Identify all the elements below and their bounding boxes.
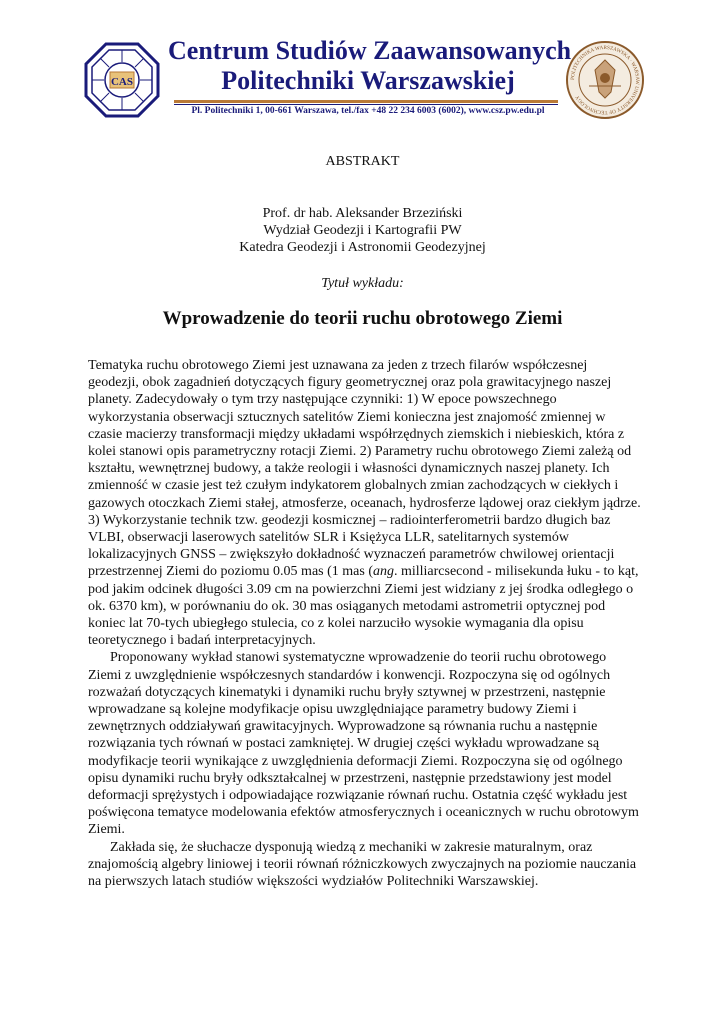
cas-logo-text: CAS [110,76,134,88]
institution-name-line1: Centrum Studiów Zaawansowanych [168,36,572,65]
seal-ring-text: POLITECHNIKA WARSZAWSKA · WARSAW UNIVERSITY OF TECHNOLOGY [569,44,641,116]
abstract-body [88,357,641,890]
paragraph-1-part-b: . milliarcsecond - milisekunda łuku - to kąt, pod jakim odcinek długości 3.09 cm na powierzchni Ziemi jest widziany z jej środka odległego o ok. 6370 km), w porównaniu do ok. 30 mas osiąganych metodami astrometrii optycznej pod koniec lat 70-tych ubiegłego stulecia, co z kolei narzuciło wysokie wymagania dla opisu teoretycznego i badań interpretacyjnych. [88,564,639,649]
paragraph-2: Proponowany wykład stanowi systematyczne wprowadzenie do teorii ruchu obrotowego Ziemi z uwzględnienie współczesnych standardów i konwencji. Rozpoczyna się od ogólnych rozważań dotyczących kinematyki i dynamiki ruchu bryły sztywnej w przestrzeni, następnie wprowadzane są kolejne modyfikacje opisu uwzględniające parametry budowy Ziemi i zewnętrznych oddziaływań grawitacyjnych. Wyprowadzone są równania ruchu a następnie rozwiązania tych równań w postaci zamkniętej. W drugiej części wykładu wprowadzane są modyfikacje teorii wynikające z uwzględnienia deformacji Ziemi. Rozpoczyna się od ogólnego opisu dynamiki ruchu bryły odkształcalnej w przestrzeni, następnie przedstawiony jest model deformacji sprężystych i odpowiadające rozwiązanie równań ruchu. Ostatnia część wykładu jest poświęcona tematyce modelowania efektów atmosferycznych i oceanicznych w ruchu obrotowym Ziemi. [88,650,639,838]
lecture-title-label: Tytuł wykładu: [321,276,404,291]
institution-name-line2: Politechniki Warszawskiej [221,66,515,95]
paragraph-1-part-a: Tematyka ruchu obrotowego Ziemi jest uznawana za jeden z trzech filarów współczesnej geodezji, obok zagadnień dotyczących figury geometrycznej oraz pola grawitacyjnego naszej planety. Zadecydowały o tym trzy następujące czynniki: 1) W epoce powszechnego wykorzystania obserwacji sztucznych satelitów Ziemi konieczna jest znajomość zmiennej w czasie macierzy transformacji między układami współrzędnych ziemskich i niebieskich, która z kolei stanowi opis parametryczny rotacji Ziemi. 2) Parametry ruchu obrotowego Ziemi zależą od kształtu, wewnętrznej budowy, a także reologii i własności dynamicznych naszej planety. Ich zmienność w czasie jest też czułym indykatorem globalnych zmian zachodzących w ciekłych i gazowych otoczkach Ziemi stałej, atmosferze, oceanach, hydrosferze lądowej oraz ciekłym jądrze. 3) Wykorzystanie technik tzw. geodezji kosmicznej – radiointerferometrii bardzo długich baz VLBI, obserwacji laserowych satelitów SLR i Księżyca LLR, satelitarnych systemów lokalizacyjnych GNSS – zwiększyło dokładność wyznaczeń parametrów chwilowej orientacji przestrzennej Ziemi do poziomu 0.05 mas (1 mas ( [88,358,641,580]
paragraph-1 [88,357,641,649]
paragraph-1-italic: ang [372,564,394,580]
navy-divider [174,104,558,105]
author-block [0,205,725,256]
author-department: Katedra Geodezji i Astronomii Geodezyjnej [239,240,486,255]
letterhead [0,0,725,130]
paragraph-3: Zakłada się, że słuchacze dysponują wiedzą z mechaniki w zakresie maturalnym, oraz znajomością algebry liniowej i teorii równań różniczkowych zwyczajnych na poziomie nauczania na pierwszych latach studiów większości wydziałów Politechniki Warszawskiej. [88,839,637,890]
abstract-heading: ABSTRAKT [325,154,400,169]
institution-address: Pl. Politechniki 1, 00-661 Warszawa, tel./fax +48 22 234 6003 (6002), www.csz.pw.edu.pl [191,106,545,116]
lecture-title: Wprowadzenie do teorii ruchu obrotowego Ziemi [162,308,563,329]
gold-divider [174,100,558,103]
author-name: Prof. dr hab. Aleksander Brzeziński [262,206,463,221]
cas-octagon-logo-icon [84,42,160,118]
institution-name [168,36,572,96]
author-faculty: Wydział Geodezji i Kartografii PW [263,223,462,238]
university-seal-icon [565,40,645,120]
